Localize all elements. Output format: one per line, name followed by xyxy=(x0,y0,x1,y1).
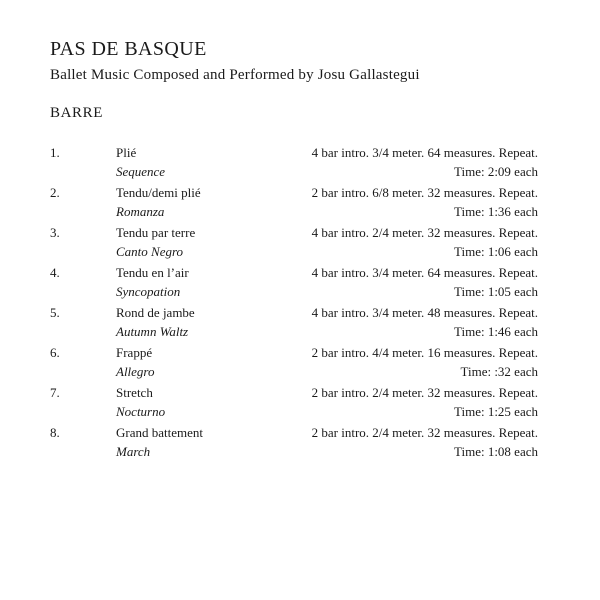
exercise-name: Plié xyxy=(116,145,137,160)
track-description: 2 bar intro. 6/8 meter. 32 measures. Repeat. xyxy=(311,185,538,200)
track-time: Time: 1:36 each xyxy=(453,204,538,219)
exercise-name: Rond de jambe xyxy=(116,305,195,320)
piece-title: March xyxy=(116,444,151,459)
track-description: 4 bar intro. 2/4 meter. 32 measures. Repeat. xyxy=(311,225,538,240)
piece-title: Syncopation xyxy=(116,284,181,299)
track-time: Time: 1:08 each xyxy=(453,444,538,459)
track-description: 2 bar intro. 2/4 meter. 32 measures. Repeat. xyxy=(311,425,538,440)
track-row xyxy=(0,423,600,463)
exercise-name: Tendu/demi plié xyxy=(116,185,201,200)
track-time: Time: :32 each xyxy=(460,364,538,379)
track-row xyxy=(0,223,600,263)
track-number: 5. xyxy=(50,305,60,320)
piece-title: Sequence xyxy=(116,164,166,179)
track-list xyxy=(0,143,600,463)
track-description: 4 bar intro. 3/4 meter. 64 measures. Repeat. xyxy=(311,265,538,280)
track-description: 2 bar intro. 2/4 meter. 32 measures. Repeat. xyxy=(311,385,538,400)
track-row xyxy=(0,143,600,183)
exercise-name: Grand battement xyxy=(116,425,203,440)
section-heading: BARRE xyxy=(50,105,104,121)
track-number: 1. xyxy=(50,145,60,160)
track-time: Time: 1:06 each xyxy=(453,244,538,259)
track-time: Time: 1:46 each xyxy=(453,324,538,339)
piece-title: Autumn Waltz xyxy=(116,324,189,339)
track-description: 4 bar intro. 3/4 meter. 64 measures. Repeat. xyxy=(311,145,538,160)
track-time: Time: 1:25 each xyxy=(453,404,538,419)
exercise-name: Frappé xyxy=(116,345,153,360)
album-subtitle: Ballet Music Composed and Performed by Josu Gallastegui xyxy=(50,67,420,83)
track-description: 4 bar intro. 3/4 meter. 48 measures. Repeat. xyxy=(311,305,538,320)
album-title: PAS DE BASQUE xyxy=(50,38,207,60)
track-row xyxy=(0,183,600,223)
exercise-name: Tendu par terre xyxy=(116,225,196,240)
exercise-name: Stretch xyxy=(116,385,153,400)
track-row xyxy=(0,383,600,423)
piece-title: Nocturno xyxy=(116,404,166,419)
piece-title: Romanza xyxy=(116,204,165,219)
track-number: 3. xyxy=(50,225,60,240)
track-time: Time: 2:09 each xyxy=(453,164,538,179)
track-number: 4. xyxy=(50,265,60,280)
piece-title: Canto Negro xyxy=(116,244,184,259)
track-number: 6. xyxy=(50,345,60,360)
track-number: 7. xyxy=(50,385,60,400)
track-description: 2 bar intro. 4/4 meter. 16 measures. Repeat. xyxy=(311,345,538,360)
track-time: Time: 1:05 each xyxy=(453,284,538,299)
track-row xyxy=(0,343,600,383)
exercise-name: Tendu en l’air xyxy=(116,265,189,280)
piece-title: Allegro xyxy=(116,364,155,379)
track-row xyxy=(0,263,600,303)
track-number: 8. xyxy=(50,425,60,440)
track-row xyxy=(0,303,600,343)
track-number: 2. xyxy=(50,185,60,200)
